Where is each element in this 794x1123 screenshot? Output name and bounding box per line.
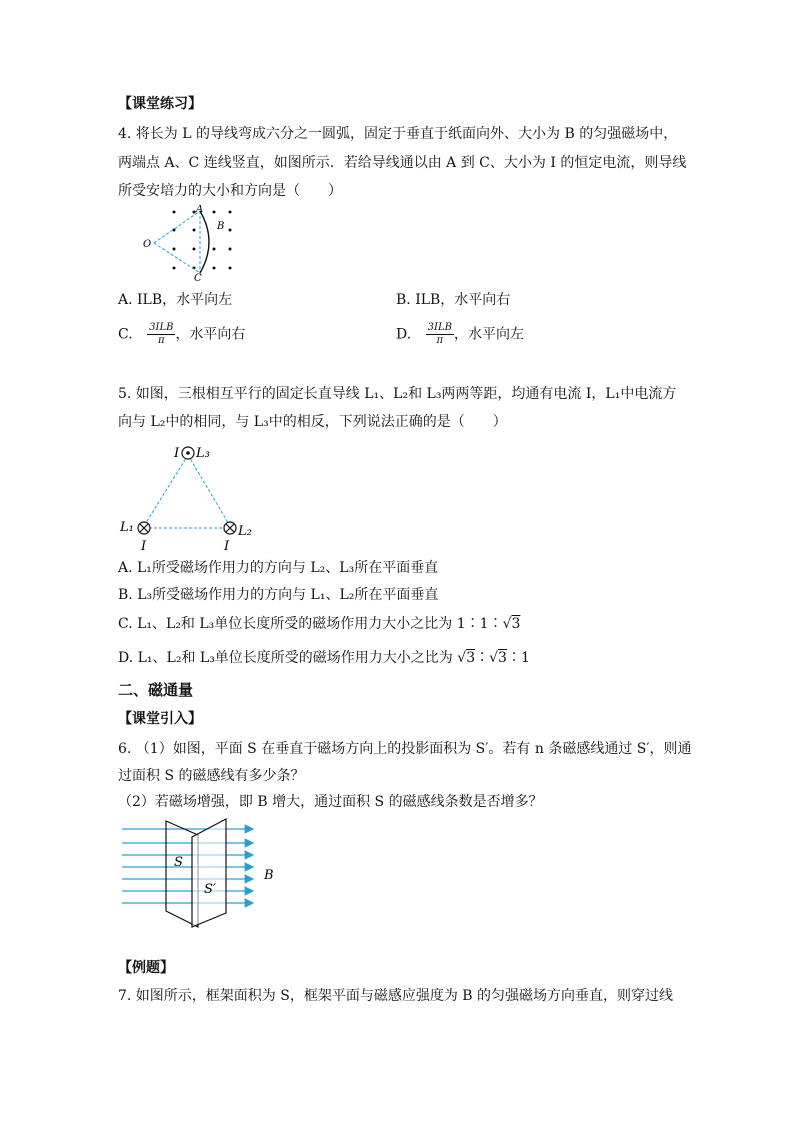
q4-label-a: A	[196, 205, 204, 215]
q5-option-c[interactable]	[118, 614, 520, 634]
q5-line-2: 向与 L₂中的相同，与 L₃中的相反，下列说法正确的是（ ）	[118, 414, 507, 430]
q5-wire-l3-out-icon	[182, 447, 194, 459]
q4-option-c-suffix: ，水平向右	[175, 326, 246, 343]
q4-option-a[interactable]: A. ILB，水平向左	[118, 292, 233, 308]
q5-option-d-mid: ∶	[475, 650, 490, 666]
q4-option-b[interactable]: B. ILB，水平向右	[396, 292, 511, 308]
q5-option-c-text: C. L₁、L₂和 L₃单位长度所受的磁场作用力大小之比为 1∶1∶	[118, 616, 503, 632]
q5-option-d[interactable]	[118, 648, 530, 668]
q6-field-lines	[122, 829, 253, 903]
q5-option-d-sqrt-value-2: 3	[498, 650, 507, 666]
q5-label-i2: I	[224, 539, 230, 552]
q5-label-l1: L₁	[120, 520, 134, 535]
q4-option-d-prefix: D.	[396, 326, 412, 343]
q4-option-d-denominator: π	[436, 335, 444, 346]
q4-label-o: O	[143, 239, 152, 250]
q4-option-c-fraction	[147, 322, 175, 347]
q5-option-b[interactable]: B. L₃所受磁场作用力的方向与 L₁、L₂所在平面垂直	[118, 587, 439, 603]
q4-arc-wire	[200, 211, 209, 273]
q5-label-i3: I	[174, 446, 180, 461]
q5-label-l2: L₂	[238, 524, 252, 539]
q4-option-d[interactable]	[396, 322, 524, 347]
section-practice-heading: 【课堂练习】	[118, 96, 202, 112]
q4-option-d-suffix: ，水平向左	[453, 326, 524, 343]
q5-option-a[interactable]: A. L₁所受磁场作用力的方向与 L₂、L₃所在平面垂直	[118, 560, 439, 576]
q6-line-1: 6. （1）如图，平面 S 在垂直于磁场方向上的投影面积为 S′。若有 n 条磁感线通过 S′，则通	[118, 741, 692, 757]
q4-option-d-numerator: 3ILB	[427, 322, 452, 333]
q4-option-d-fraction	[426, 322, 454, 347]
q4-label-b: B	[217, 221, 225, 232]
q5-option-c-sqrt-icon: √	[502, 616, 512, 632]
q5-side-l3-l1	[144, 455, 188, 526]
q4-radius-oa	[154, 211, 200, 243]
q5-side-l3-l2	[188, 455, 230, 526]
q5-option-c-sqrt-value: 3	[511, 616, 521, 632]
q4-radius-oc	[154, 243, 200, 273]
q5-wire-l1-in-icon	[138, 522, 150, 534]
q5-option-d-end: ∶1	[506, 650, 530, 666]
q4-option-c[interactable]	[118, 322, 245, 347]
q4-option-c-prefix: C.	[118, 326, 133, 343]
q4-line-3: 所受安培力的大小和方向是（ ）	[118, 183, 342, 199]
section-intro-heading: 【课堂引入】	[118, 711, 202, 727]
q6-label-b: B	[264, 868, 274, 883]
q4-figure	[140, 205, 250, 281]
q6-line-2: 过面积 S 的磁感线有多少条？	[118, 768, 305, 784]
q5-figure	[118, 440, 268, 552]
q5-label-i1: I	[141, 539, 147, 552]
q4-option-c-numerator: 3ILB	[149, 322, 174, 333]
section-example-heading: 【例题】	[118, 960, 174, 976]
q6-figure	[118, 815, 288, 930]
q4-option-c-denominator: π	[157, 335, 165, 346]
q6-plane-s-prime	[192, 819, 226, 927]
section-flux-heading: 二、磁通量	[118, 681, 194, 699]
q5-line-1: 5. 如图，三根相互平行的固定长直导线 L₁、L₂和 L₃两两等距，均通有电流 I，L₁中电流方	[118, 386, 677, 402]
q5-option-d-text: D. L₁、L₂和 L₃单位长度所受的磁场作用力大小之比为	[118, 650, 458, 666]
q7-line-1: 7. 如图所示，框架面积为 S，框架平面与磁感应强度为 B 的匀强磁场方向垂直，则穿过线	[118, 988, 674, 1004]
q6-line-3: （2）若磁场增强，即 B 增大，通过面积 S 的磁感线条数是否增多？	[118, 794, 543, 810]
q5-label-l3: L₃	[196, 446, 210, 461]
q5-wire-l2-in-icon	[224, 522, 236, 534]
q5-option-d-sqrt-value-1: 3	[466, 650, 476, 666]
q6-label-s-prime: S′	[204, 882, 216, 897]
q4-line-1: 4. 将长为 L 的导线弯成六分之一圆弧，固定于垂直于纸面向外、大小为 B 的匀强磁场中，	[118, 126, 678, 142]
q4-label-c: C	[194, 273, 202, 281]
q6-label-s: S	[174, 855, 183, 870]
q4-line-2: 两端点 A、C 连线竖直，如图所示．若给导线通以由 A 到 C、大小为 I 的恒定电流，则导线	[118, 155, 687, 171]
q5-option-d-sqrt-icon-1: √	[457, 650, 467, 666]
q5-option-d-sqrt-icon-2: √	[489, 650, 499, 666]
